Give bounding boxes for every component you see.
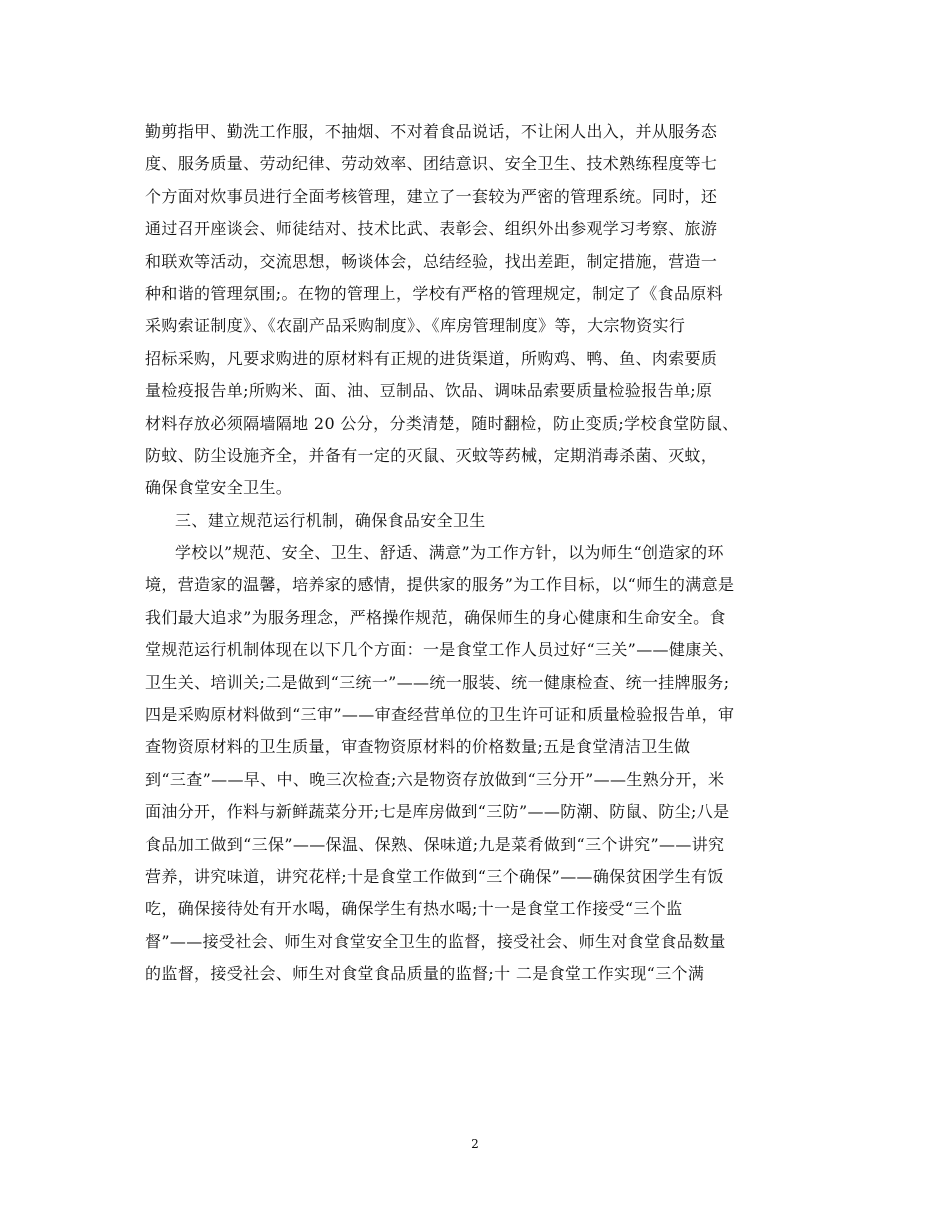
- text-line: 采购索证制度》、《农副产品采购制度》、《库房管理制度》等，大宗物资实行: [145, 316, 686, 336]
- body-text: [145, 116, 815, 991]
- section-heading: 三、建立规范运行机制，确保食品安全卫生: [175, 510, 486, 530]
- text-line: 招标采购，凡要求购进的原材料有正规的进货渠道，所购鸡、鸭、鱼、肉索要质: [145, 348, 718, 368]
- text-line: 营养，讲究味道，讲究花样;十是食堂工作做到“三个确保”——确保贫困学生有饭: [145, 866, 724, 886]
- text-line: 度、服务质量、劳动纪律、劳动效率、团结意识、安全卫生、技术熟练程度等七: [145, 154, 718, 174]
- text-line: 到“三查”——早、中、晚三次检查;六是物资存放做到“三分开”——生熟分开，米: [145, 769, 725, 789]
- text-line: 面油分开，作料与新鲜蔬菜分开;七是库房做到“三防”——防潮、防鼠、防尘;八是: [145, 802, 730, 822]
- text-line: 食品加工做到“三保”——保温、保熟、保味道;九是菜肴做到“三个讲究”——讲究: [145, 834, 725, 854]
- text-line: 防蚊、防尘设施齐全，并备有一定的灭鼠、灭蚊等药械，定期消毒杀菌、灭蚊，: [145, 445, 718, 465]
- text-line: 督”——接受社会、师生对食堂安全卫生的监督，接受社会、师生对食堂食品数量: [145, 931, 726, 951]
- text-line: 卫生关、培训关;二是做到“三统一”——统一服装、统一健康检查、统一挂牌服务;: [145, 672, 730, 692]
- page-number: 2: [471, 1137, 479, 1151]
- text-line: 种和谐的管理氛围;。在物的管理上，学校有严格的管理规定，制定了《食品原料: [145, 283, 723, 303]
- text-line: 个方面对炊事员进行全面考核管理，建立了一套较为严密的管理系统。同时，还: [145, 186, 718, 206]
- text-line: 勤剪指甲、勤洗工作服，不抽烟、不对着食品说话，不让闲人出入，并从服务态: [145, 122, 718, 141]
- text-line: 四是采购原材料做到“三审”——审查经营单位的卫生许可证和质量检验报告单，审: [145, 705, 735, 725]
- text-line: 和联欢等活动，交流思想，畅谈体会，总结经验，找出差距，制定措施，营造一: [145, 251, 718, 271]
- text-line: 查物资原材料的卫生质量，审查物资原材料的价格数量;五是食堂清洁卫生做: [145, 737, 691, 757]
- text-line: 我们最大追求”为服务理念，严格操作规范，确保师生的身心健康和生命安全。食: [145, 607, 726, 627]
- text-line: 材料存放必须隔墙隔地 20 公分，分类清楚，随时翻检，防止变质;学校食堂防鼠、: [145, 413, 739, 433]
- text-line: 境，营造家的温馨，培养家的感情，提供家的服务”为工作目标，以“师生的满意是: [145, 575, 735, 595]
- text-line: 堂规范运行机制体现在以下几个方面：一是食堂工作人员过好“三关”——健康关、: [145, 640, 735, 660]
- text-line: 通过召开座谈会、师徒结对、技术比武、表彰会、组织外出参观学习考察、旅游: [145, 219, 718, 239]
- text-line: 学校以”规范、安全、卫生、舒适、满意”为工作方针，以为师生“创造家的环: [175, 543, 724, 563]
- text-line: 确保食堂安全卫生。: [145, 478, 293, 498]
- text-line: 吃，确保接待处有开水喝，确保学生有热水喝;十一是食堂工作接受“三个监: [145, 899, 683, 919]
- text-line: 量检疫报告单;所购米、面、油、豆制品、饮品、调味品索要质量检验报告单;原: [145, 381, 713, 401]
- text-line: 的监督，接受社会、师生对食堂食品质量的监督;十 二是食堂工作实现“三个满: [145, 964, 705, 984]
